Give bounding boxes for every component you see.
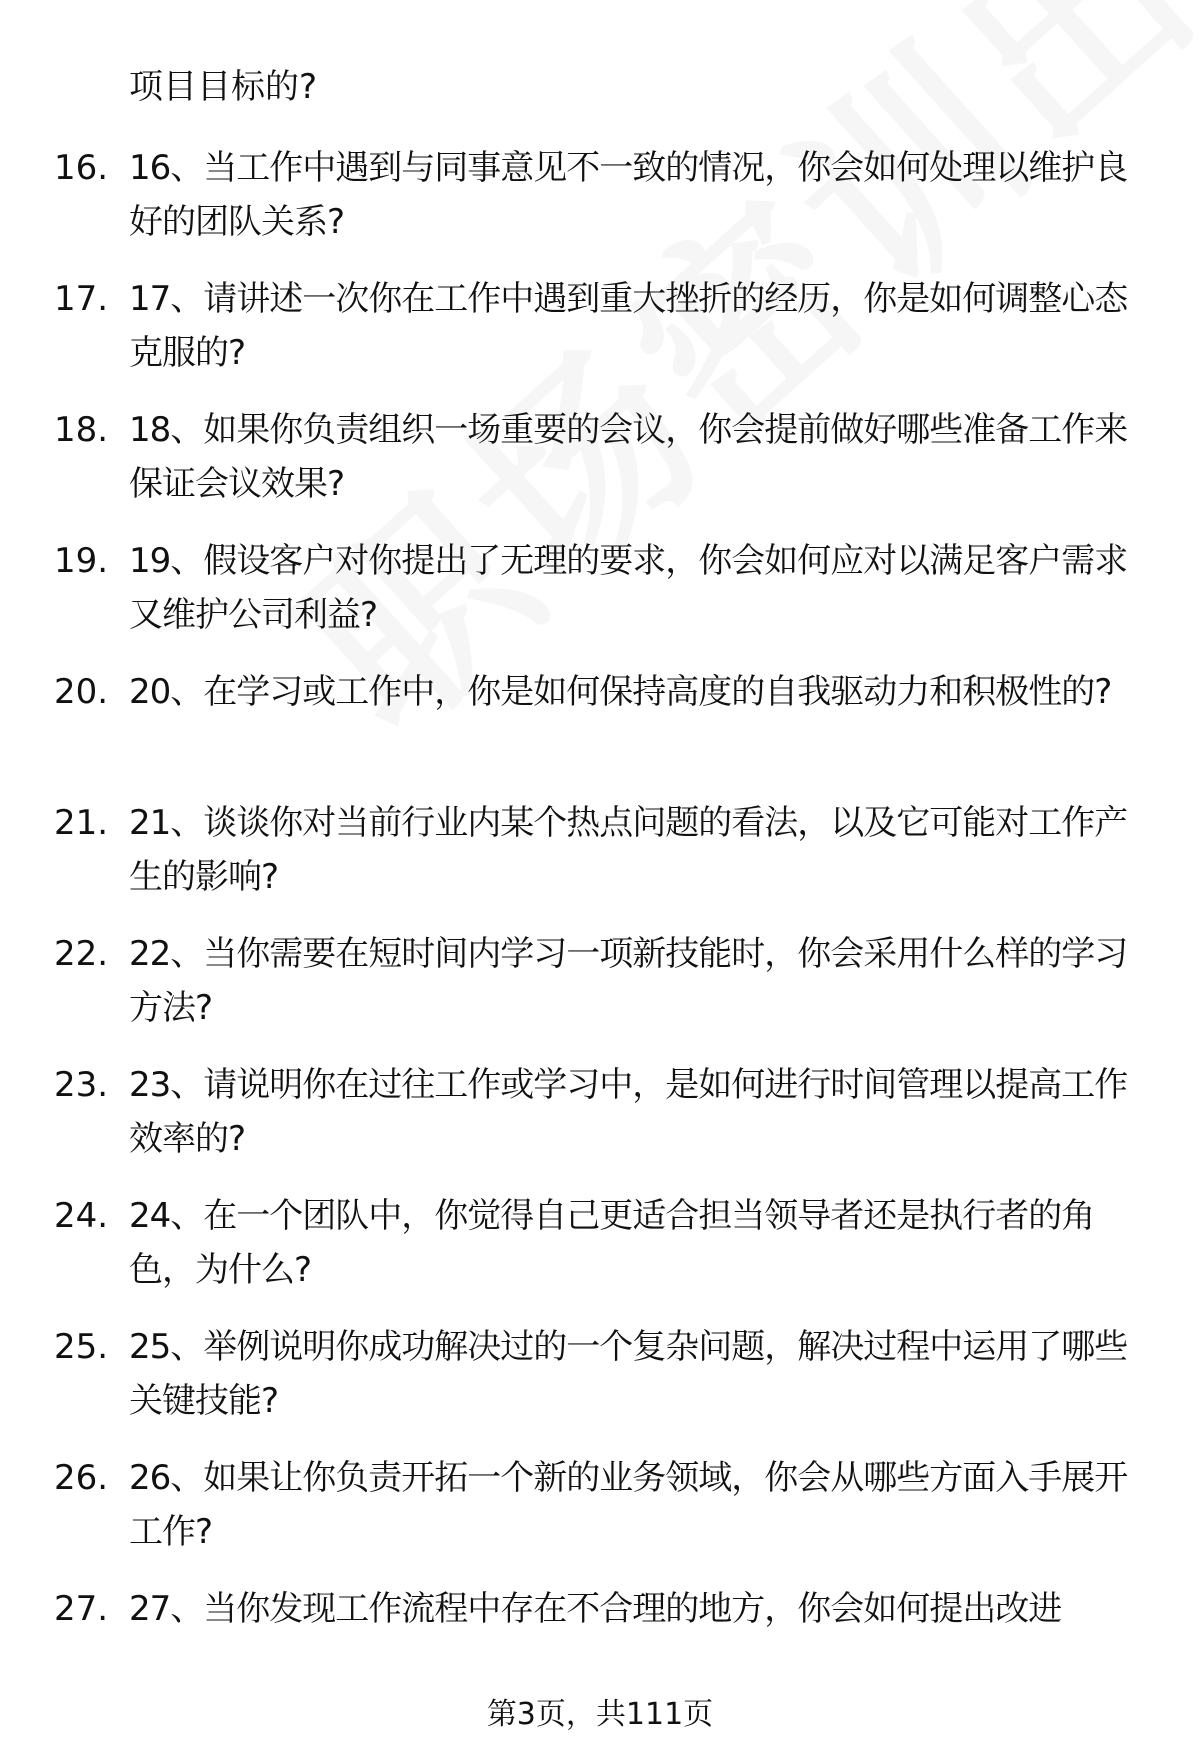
question-list <box>0 141 1200 1713</box>
list-item <box>0 665 1200 796</box>
list-item-text: 25、举例说明你成功解决过的一个复杂问题，解决过程中运用了哪些关键技能? <box>129 1327 1128 1421</box>
list-item-number: 18. <box>54 410 109 450</box>
list-item-text: 24、在一个团队中，你觉得自己更适合担当领导者还是执行者的角色，为什么? <box>129 1196 1095 1290</box>
list-item-text: 17、请讲述一次你在工作中遇到重大挫折的经历，你是如何调整心态克服的? <box>129 279 1128 373</box>
list-item <box>0 1189 1200 1320</box>
list-item-number: 22. <box>54 934 109 974</box>
list-item <box>0 1582 1200 1713</box>
list-item-number: 19. <box>54 541 109 581</box>
list-item-number: 17. <box>54 279 109 319</box>
list-item-text: 16、当工作中遇到与同事意见不一致的情况，你会如何处理以维护良好的团队关系? <box>129 148 1128 242</box>
list-item-number: 20. <box>54 672 109 712</box>
list-item-text: 26、如果让你负责开拓一个新的业务领域，你会从哪些方面入手展开工作? <box>129 1458 1128 1552</box>
list-item-text: 22、当你需要在短时间内学习一项新技能时，你会采用什么样的学习方法? <box>129 934 1128 1028</box>
list-item <box>0 272 1200 403</box>
list-item <box>0 927 1200 1058</box>
list-item-number: 16. <box>54 148 109 188</box>
list-item-text: 27、当你发现工作流程中存在不合理的地方，你会如何提出改进 <box>129 1589 1062 1629</box>
list-item <box>0 534 1200 665</box>
continued-question-text: 项目目标的? <box>129 67 318 107</box>
list-item-number: 26. <box>54 1458 109 1498</box>
list-item <box>0 796 1200 927</box>
list-item <box>0 141 1200 272</box>
list-item <box>0 1058 1200 1189</box>
list-item-text: 20、在学习或工作中，你是如何保持高度的自我驱动力和积极性的? <box>129 672 1112 712</box>
list-item-text: 23、请说明你在过往工作或学习中，是如何进行时间管理以提高工作效率的? <box>129 1065 1128 1159</box>
list-item-text: 21、谈谈你对当前行业内某个热点问题的看法，以及它可能对工作产生的影响? <box>129 803 1128 897</box>
list-item-number: 27. <box>54 1589 109 1629</box>
list-item <box>0 403 1200 534</box>
page-number-footer: 第3页，共111页 <box>486 1697 714 1732</box>
list-item-number: 24. <box>54 1196 109 1236</box>
list-item <box>0 1451 1200 1582</box>
list-item <box>0 1320 1200 1451</box>
list-item-text: 19、假设客户对你提出了无理的要求，你会如何应对以满足客户需求又维护公司利益? <box>129 541 1128 635</box>
list-item-text: 18、如果你负责组织一场重要的会议，你会提前做好哪些准备工作来保证会议效果? <box>129 410 1128 504</box>
list-item-number: 25. <box>54 1327 109 1367</box>
list-item-number: 23. <box>54 1065 109 1105</box>
list-item-number: 21. <box>54 803 109 843</box>
